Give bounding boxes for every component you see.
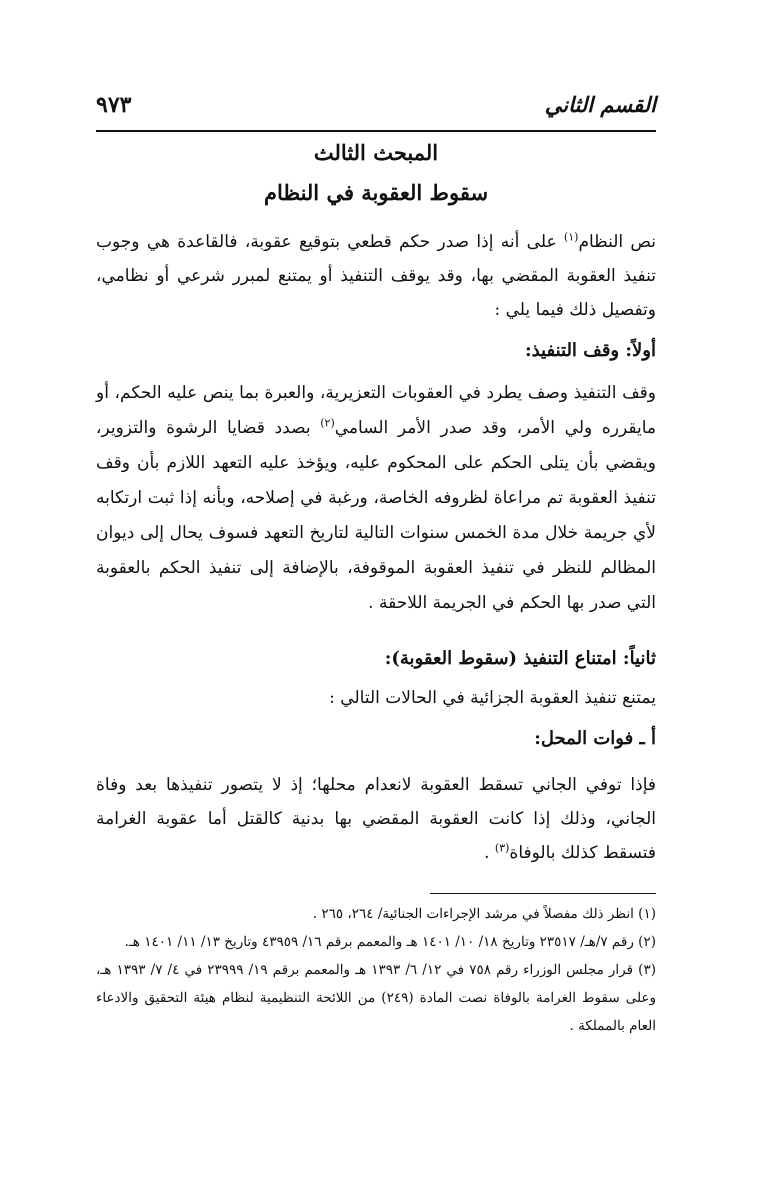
subheading-lapse: ثانياً: امتناع التنفيذ (سقوط العقوبة): <box>384 648 656 669</box>
suspension-text-start: وقف التنفيذ وصف يطرد في العقوبات التعزيرية، والعبرة بما ينص عليه الحكم، أو مايقرره ولي الأمر، وقد صدر الأمر السامي <box>96 383 657 438</box>
section-heading: المبحث الثالث <box>313 140 439 165</box>
footnotes <box>96 900 656 1040</box>
lapse-intro-text: يمتنع تنفيذ العقوبة الجزائية في الحالات التالي : <box>329 688 656 708</box>
intro-paragraph <box>96 225 656 327</box>
running-header <box>96 92 656 132</box>
section-title: سقوط العقوبة في النظام <box>263 180 489 205</box>
footnote-2: (٢) رقم ٧/هـ/ ٢٣٥١٧ وتاريخ ١٨/ ١٠/ ١٤٠١ هـ والمعمم برقم ١٦/ ٤٣٩٥٩ وتاريخ ١٣/ ١١/ ١٤٠١ هـ. <box>124 934 656 950</box>
footnote-divider <box>430 893 656 894</box>
running-header-title: القسم الثاني <box>544 92 656 117</box>
intro-text-start: نص النظام <box>578 232 656 252</box>
loss-text-end: . <box>484 843 495 863</box>
loss-of-subject-paragraph <box>96 768 656 870</box>
footnote-ref-3: (٣) <box>494 841 510 855</box>
suspension-paragraph <box>96 376 656 621</box>
footnote-3: (٣) قرار مجلس الوزراء رقم ٧٥٨ في ١٢/ ٦/ ١٣٩٣ هـ والمعمم برقم ١٩/ ٢٣٩٩٩ في ٤/ ٧/ ١٣٩٣ هـ، وعلى سقوط الغرامة بالوفاة نصت المادة (٢٤٩) من اللائحة التنظيمية لنظام هيئة التحقيق والادعاء العام بالمملكة . <box>96 962 656 1034</box>
footnote-1: (١) انظر ذلك مفصلاً في مرشد الإجراءات الجنائية/ ٢٦٤، ٢٦٥ . <box>312 906 656 922</box>
footnote-ref-2: (٢) <box>320 416 335 430</box>
suspension-text-end: بصدد قضايا الرشوة والتزوير، ويقضي بأن يتلى الحكم على المحكوم عليه، ويؤخذ عليه التعهد اللازم بأن وقف تنفيذ العقوبة تم مراعاة لظروفه الخاصة، ورغبة في إصلاحه، وبأنه إذا ثبت ارتكابه لأي جريمة خلال مدة الخمس سنوات التالية لتاريخ التعهد فسوف يحال إلى ديوان المظالم للنظر في تنفيذ العقوبة الموقوفة، بالإضافة إلى تنفيذ الحكم بالعقوبة التي صدر بها الحكم في الجريمة اللاحقة . <box>96 418 656 613</box>
subheading-suspension: أولاً: وقف التنفيذ: <box>524 340 656 361</box>
header-divider <box>96 130 656 132</box>
page-number: ٩٧٣ <box>96 92 132 118</box>
footnote-ref-1: (١) <box>563 230 579 244</box>
subheading-loss-of-subject: أ ـ فوات المحل: <box>534 728 656 749</box>
loss-text-start: فإذا توفي الجاني تسقط العقوبة لانعدام محلها؛ إذ لا يتصور تنفيذها بعد وفاة الجاني، وذلك إذا كانت العقوبة المقضي بها بدنية كالقتل أما عقوبة الغرامة فتسقط كذلك بالوفاة <box>96 775 656 863</box>
intro-text-end: على أنه إذا صدر حكم قطعي بتوقيع عقوبة، فالقاعدة هي وجوب تنفيذ العقوبة المقضي بها، وقد يوقف التنفيذ أو يمتنع لمبرر شرعي أو نظامي، وتفصيل ذلك فيما يلي : <box>96 232 656 320</box>
